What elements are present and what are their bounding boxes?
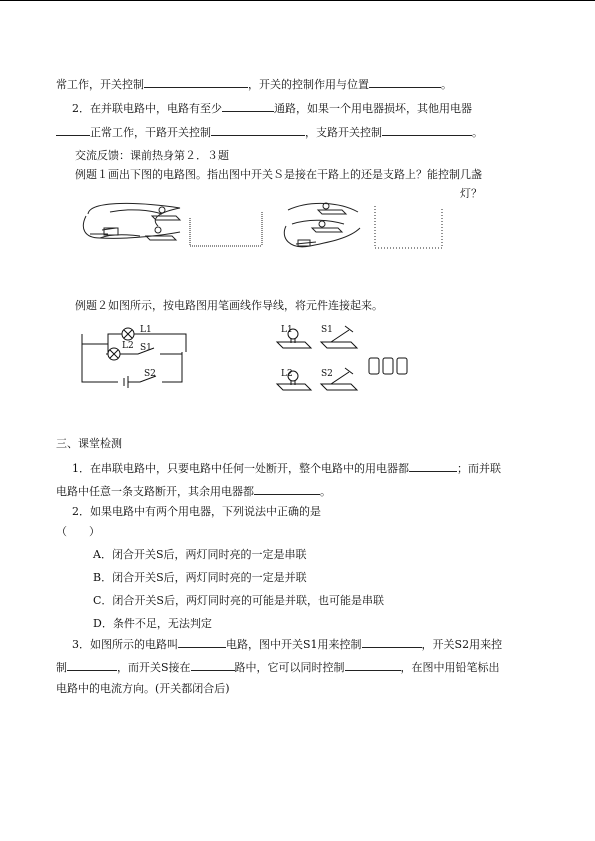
blank <box>362 636 422 648</box>
label-l1: L1 <box>140 325 152 335</box>
q2-text: 2．如果电路中有两个用电器，下列说法中正确的是 <box>72 505 321 518</box>
q3-text: ，在图中用铅笔标出 <box>400 661 500 674</box>
label-s1: S1 <box>140 343 152 353</box>
example2-circuit-diagram <box>82 326 192 384</box>
example1-circuit-pictures <box>80 198 450 258</box>
q3-text: 路中，它可以同时控制 <box>234 661 345 674</box>
label-l2: L2 <box>122 341 134 351</box>
section-3-heading: 三、课堂检测 <box>56 437 122 450</box>
q3-text: 制 <box>56 661 67 674</box>
p1-text-b: ，开关的控制作用与位置 <box>248 78 369 91</box>
q3-line3: 电路中的电流方向。(开关都闭合后) <box>56 682 230 695</box>
q2-option-b: B．闭合开关S后，两灯同时亮的一定是并联 <box>93 571 307 584</box>
q1-text: 电路中任意一条支路断开，其余用电器都 <box>56 485 254 498</box>
example2-components <box>275 322 415 402</box>
q3-text: 电路，图中开关S1用来控制 <box>226 638 362 651</box>
example1-line2: 灯？ <box>460 187 482 200</box>
p2-line2 <box>56 124 483 140</box>
q1-line2 <box>56 483 331 499</box>
q3-line2 <box>56 659 500 675</box>
page-top-border <box>0 0 595 1</box>
p2-text: 通路，如果一个用电器损坏，其他用电器 <box>274 102 472 115</box>
q2-paren: （ ） <box>56 525 100 538</box>
q1-line1 <box>72 460 501 476</box>
blank <box>254 483 320 495</box>
example2-text: 例题２如图所示，按电路图用笔画线作导线，将元件连接起来。 <box>75 299 383 312</box>
q2-option-c: C．闭合开关S后，两灯同时亮的可能是并联，也可能是串联 <box>93 594 384 607</box>
blank <box>222 100 274 112</box>
blank <box>369 76 441 88</box>
label-photo-l1: L1 <box>281 325 293 335</box>
p1-text-c: 。 <box>441 78 452 91</box>
q3-text: ，而开关S接在 <box>117 661 191 674</box>
q1-text: 。 <box>320 485 331 498</box>
example1-line1: 例题１画出下图的电路图。指出图中开关Ｓ是接在干路上的还是支路上？能控制几盏 <box>75 168 482 181</box>
q3-line1 <box>72 636 502 652</box>
blank <box>67 659 117 671</box>
blank <box>382 124 472 136</box>
blank <box>409 460 457 472</box>
p1-text-a: 常工作，开关控制 <box>56 78 144 91</box>
label-photo-l2: L2 <box>281 369 293 379</box>
q1-text: ；而并联 <box>457 462 501 475</box>
blank <box>345 659 401 671</box>
blank <box>211 124 305 136</box>
blank <box>144 76 248 88</box>
q3-text: ，开关S2用来控 <box>421 638 503 651</box>
q1-text: 1．在串联电路中，只要电路中任何一处断开，整个电路中的用电器都 <box>72 462 409 475</box>
label-photo-s2: S2 <box>321 369 333 379</box>
label-s2: S2 <box>144 369 156 379</box>
blank <box>191 659 235 671</box>
q3-text: 3．如图所示的电路叫 <box>72 638 178 651</box>
q2-option-d: D．条件不足，无法判定 <box>93 617 212 630</box>
p2-text: ，支路开关控制 <box>305 126 382 139</box>
blank <box>56 124 90 136</box>
p2-text: 。 <box>472 126 483 139</box>
p1-line <box>56 76 452 92</box>
p2-line1 <box>72 100 472 116</box>
p2-text: 正常工作，干路开关控制 <box>90 126 211 139</box>
q2-option-a: A．闭合开关S后，两灯同时亮的一定是串联 <box>93 548 307 561</box>
label-photo-s1: S1 <box>321 325 333 335</box>
p2-text: 2．在并联电路中，电路有至少 <box>72 102 222 115</box>
blank <box>178 636 226 648</box>
feedback-line: 交流反馈：课前热身第２．３题 <box>75 149 229 162</box>
